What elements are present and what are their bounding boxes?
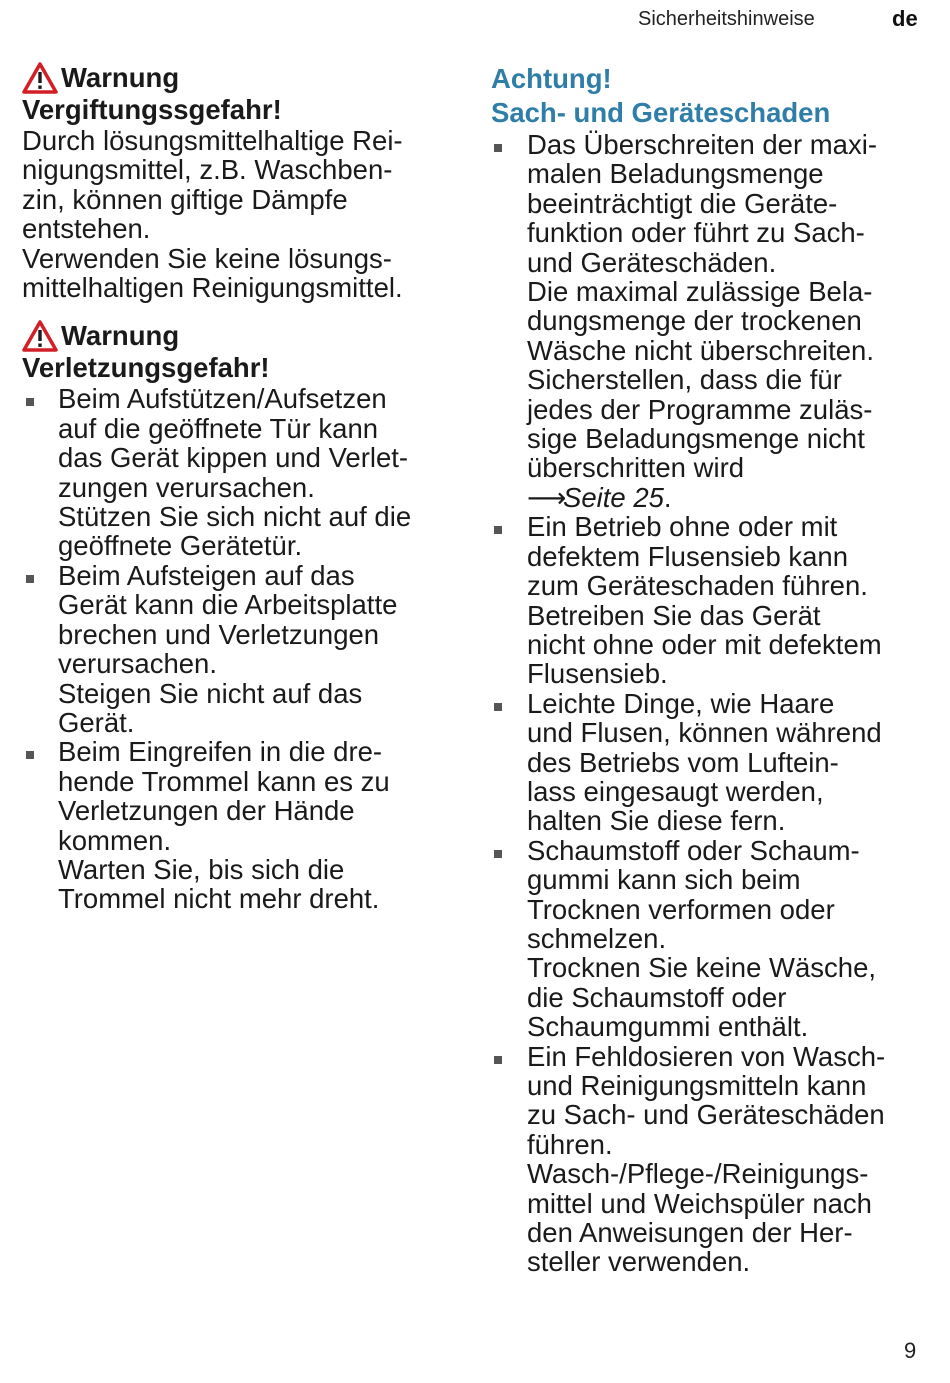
- square-bullet-icon: [494, 1056, 502, 1064]
- list-item: [491, 689, 931, 836]
- caution-title: Sach- und Geräteschaden: [491, 97, 831, 128]
- text-line: Stützen Sie sich nicht auf die: [58, 501, 412, 533]
- text-line: die Schaumstoff oder: [527, 981, 787, 1013]
- text-line: Das Überschreiten der maxi-: [527, 129, 877, 160]
- text-line: hende Trommel kann es zu: [58, 765, 390, 797]
- text-line: zin, können giftige Dämpfe: [22, 183, 348, 215]
- text-line: Schaumgummi enthält.: [527, 1011, 809, 1043]
- warning-title: Verletzungsgefahr!: [22, 352, 270, 384]
- square-bullet-icon: [26, 575, 34, 583]
- text-line: auf die geöffnete Tür kann: [58, 412, 379, 444]
- warning-heading: [22, 320, 452, 352]
- page-number: 9: [904, 1338, 917, 1363]
- text-line: sige Beladungsmenge nicht: [527, 423, 865, 455]
- text-line: und Reinigungsmitteln kann: [527, 1070, 867, 1101]
- text-line: Die maximal zulässige Bela-: [527, 276, 873, 308]
- list-item: [22, 561, 452, 737]
- text-line: Beim Aufstützen/Aufsetzen: [58, 383, 387, 415]
- square-bullet-icon: [494, 703, 502, 711]
- text-line: schmelzen.: [527, 922, 667, 954]
- text-line: Verletzungen der Hände: [58, 795, 355, 827]
- text-line: Wasch-/Pflege-/Reinigungs-: [527, 1158, 869, 1190]
- square-bullet-icon: [26, 398, 34, 406]
- text-line: Ein Betrieb ohne oder mit: [527, 511, 838, 543]
- text-line: Warten Sie, bis sich die: [58, 853, 345, 885]
- text-line: funktion oder führt zu Sach-: [527, 217, 865, 249]
- list-item: [491, 836, 931, 1042]
- text-line: überschritten wird: [527, 452, 745, 484]
- text-line: steller verwenden.: [527, 1246, 751, 1278]
- text-line: Steigen Sie nicht auf das: [58, 677, 363, 709]
- header-section-title: Sicherheitshinweise: [638, 8, 815, 30]
- language-code: de: [892, 6, 918, 31]
- list-item: [491, 130, 931, 512]
- text-line: gummi kann sich beim: [527, 864, 801, 896]
- list-item: [491, 1042, 931, 1277]
- text-line: nigungsmittel, z.B. Waschben-: [22, 154, 393, 186]
- text-line: des Betriebs vom Luftein-: [527, 746, 839, 778]
- text-line: entstehen.: [22, 213, 151, 245]
- text-line: nicht ohne oder mit defektem: [527, 628, 882, 660]
- text-line: mittelhaltigen Reinigungsmittel.: [22, 272, 403, 304]
- text-line: beeinträchtigt die Geräte-: [527, 187, 838, 219]
- text-line: Ein Fehldosieren von Wasch-: [527, 1040, 886, 1072]
- list-item: [22, 737, 452, 913]
- square-bullet-icon: [494, 144, 502, 152]
- text-line: Leichte Dinge, wie Haare: [527, 687, 835, 719]
- text-line: malen Beladungsmenge: [527, 158, 824, 190]
- warning-poisoning: [22, 62, 452, 302]
- warning-triangle-icon: [22, 320, 58, 352]
- text-line: zu Sach- und Geräteschäden: [527, 1099, 885, 1131]
- text-line: lass eingesaugt werden,: [527, 775, 824, 807]
- text-line: geöffnete Gerätetür.: [58, 530, 303, 562]
- square-bullet-icon: [26, 751, 34, 759]
- text-line: Trocknen verformen oder: [527, 893, 835, 925]
- warning-triangle-icon: [22, 62, 58, 94]
- text-line: dungsmenge der trockenen: [527, 305, 862, 337]
- text-line: Beim Aufsteigen auf das: [58, 559, 355, 591]
- text-line: Trocknen Sie keine Wäsche,: [527, 952, 877, 984]
- warning-label: Warnung: [61, 62, 180, 93]
- text-line: kommen.: [58, 824, 172, 856]
- text-line: zungen verursachen.: [58, 471, 315, 503]
- text-line: Durch lösungsmittelhaltige Rei-: [22, 125, 403, 156]
- text-line: Verwenden Sie keine lösungs-: [22, 242, 392, 274]
- text-line: verursachen.: [58, 648, 217, 680]
- warning-heading: [22, 62, 452, 94]
- text-line: und Flusen, können während: [527, 717, 882, 749]
- text-line: brechen und Verletzungen: [58, 618, 380, 650]
- arrow-right-icon: ⟶: [527, 481, 567, 513]
- text-line: Beim Eingreifen in die dre-: [58, 736, 383, 768]
- text-line: Trommel nicht mehr dreht.: [58, 883, 380, 915]
- reference-suffix: .: [663, 481, 672, 513]
- warning-label: Warnung: [61, 320, 180, 352]
- text-line: defektem Flusensieb kann: [527, 540, 849, 572]
- caution-label: Achtung!: [491, 63, 612, 94]
- text-line: Betreiben Sie das Gerät: [527, 599, 821, 631]
- text-line: zum Geräteschaden führen.: [527, 570, 868, 602]
- warning-injury: [22, 320, 452, 913]
- left-column: [22, 62, 452, 932]
- text-line: führen.: [527, 1128, 613, 1160]
- text-line: Sicherstellen, dass die für: [527, 364, 842, 396]
- text-line: Wäsche nicht überschreiten.: [527, 334, 874, 366]
- square-bullet-icon: [494, 526, 502, 534]
- text-line: den Anweisungen der Her-: [527, 1217, 853, 1249]
- page-reference[interactable]: [527, 483, 931, 512]
- text-line: Gerät kann die Arbeitsplatte: [58, 589, 398, 621]
- text-line: mittel und Weichspüler nach: [527, 1187, 872, 1219]
- page-reference-link[interactable]: Seite 25: [563, 481, 664, 513]
- list-item: [22, 384, 452, 560]
- text-line: und Geräteschäden.: [527, 246, 777, 278]
- right-column: [491, 62, 931, 1277]
- text-line: das Gerät kippen und Verlet-: [58, 442, 409, 474]
- text-line: jedes der Programme zuläs-: [527, 393, 873, 425]
- text-line: halten Sie diese fern.: [527, 805, 786, 837]
- text-line: Gerät.: [58, 706, 135, 738]
- text-line: Flusensieb.: [527, 658, 668, 690]
- list-item: [491, 512, 931, 688]
- text-line: Schaumstoff oder Schaum-: [527, 834, 860, 866]
- square-bullet-icon: [494, 850, 502, 858]
- warning-title: Vergiftungssgefahr!: [22, 94, 282, 125]
